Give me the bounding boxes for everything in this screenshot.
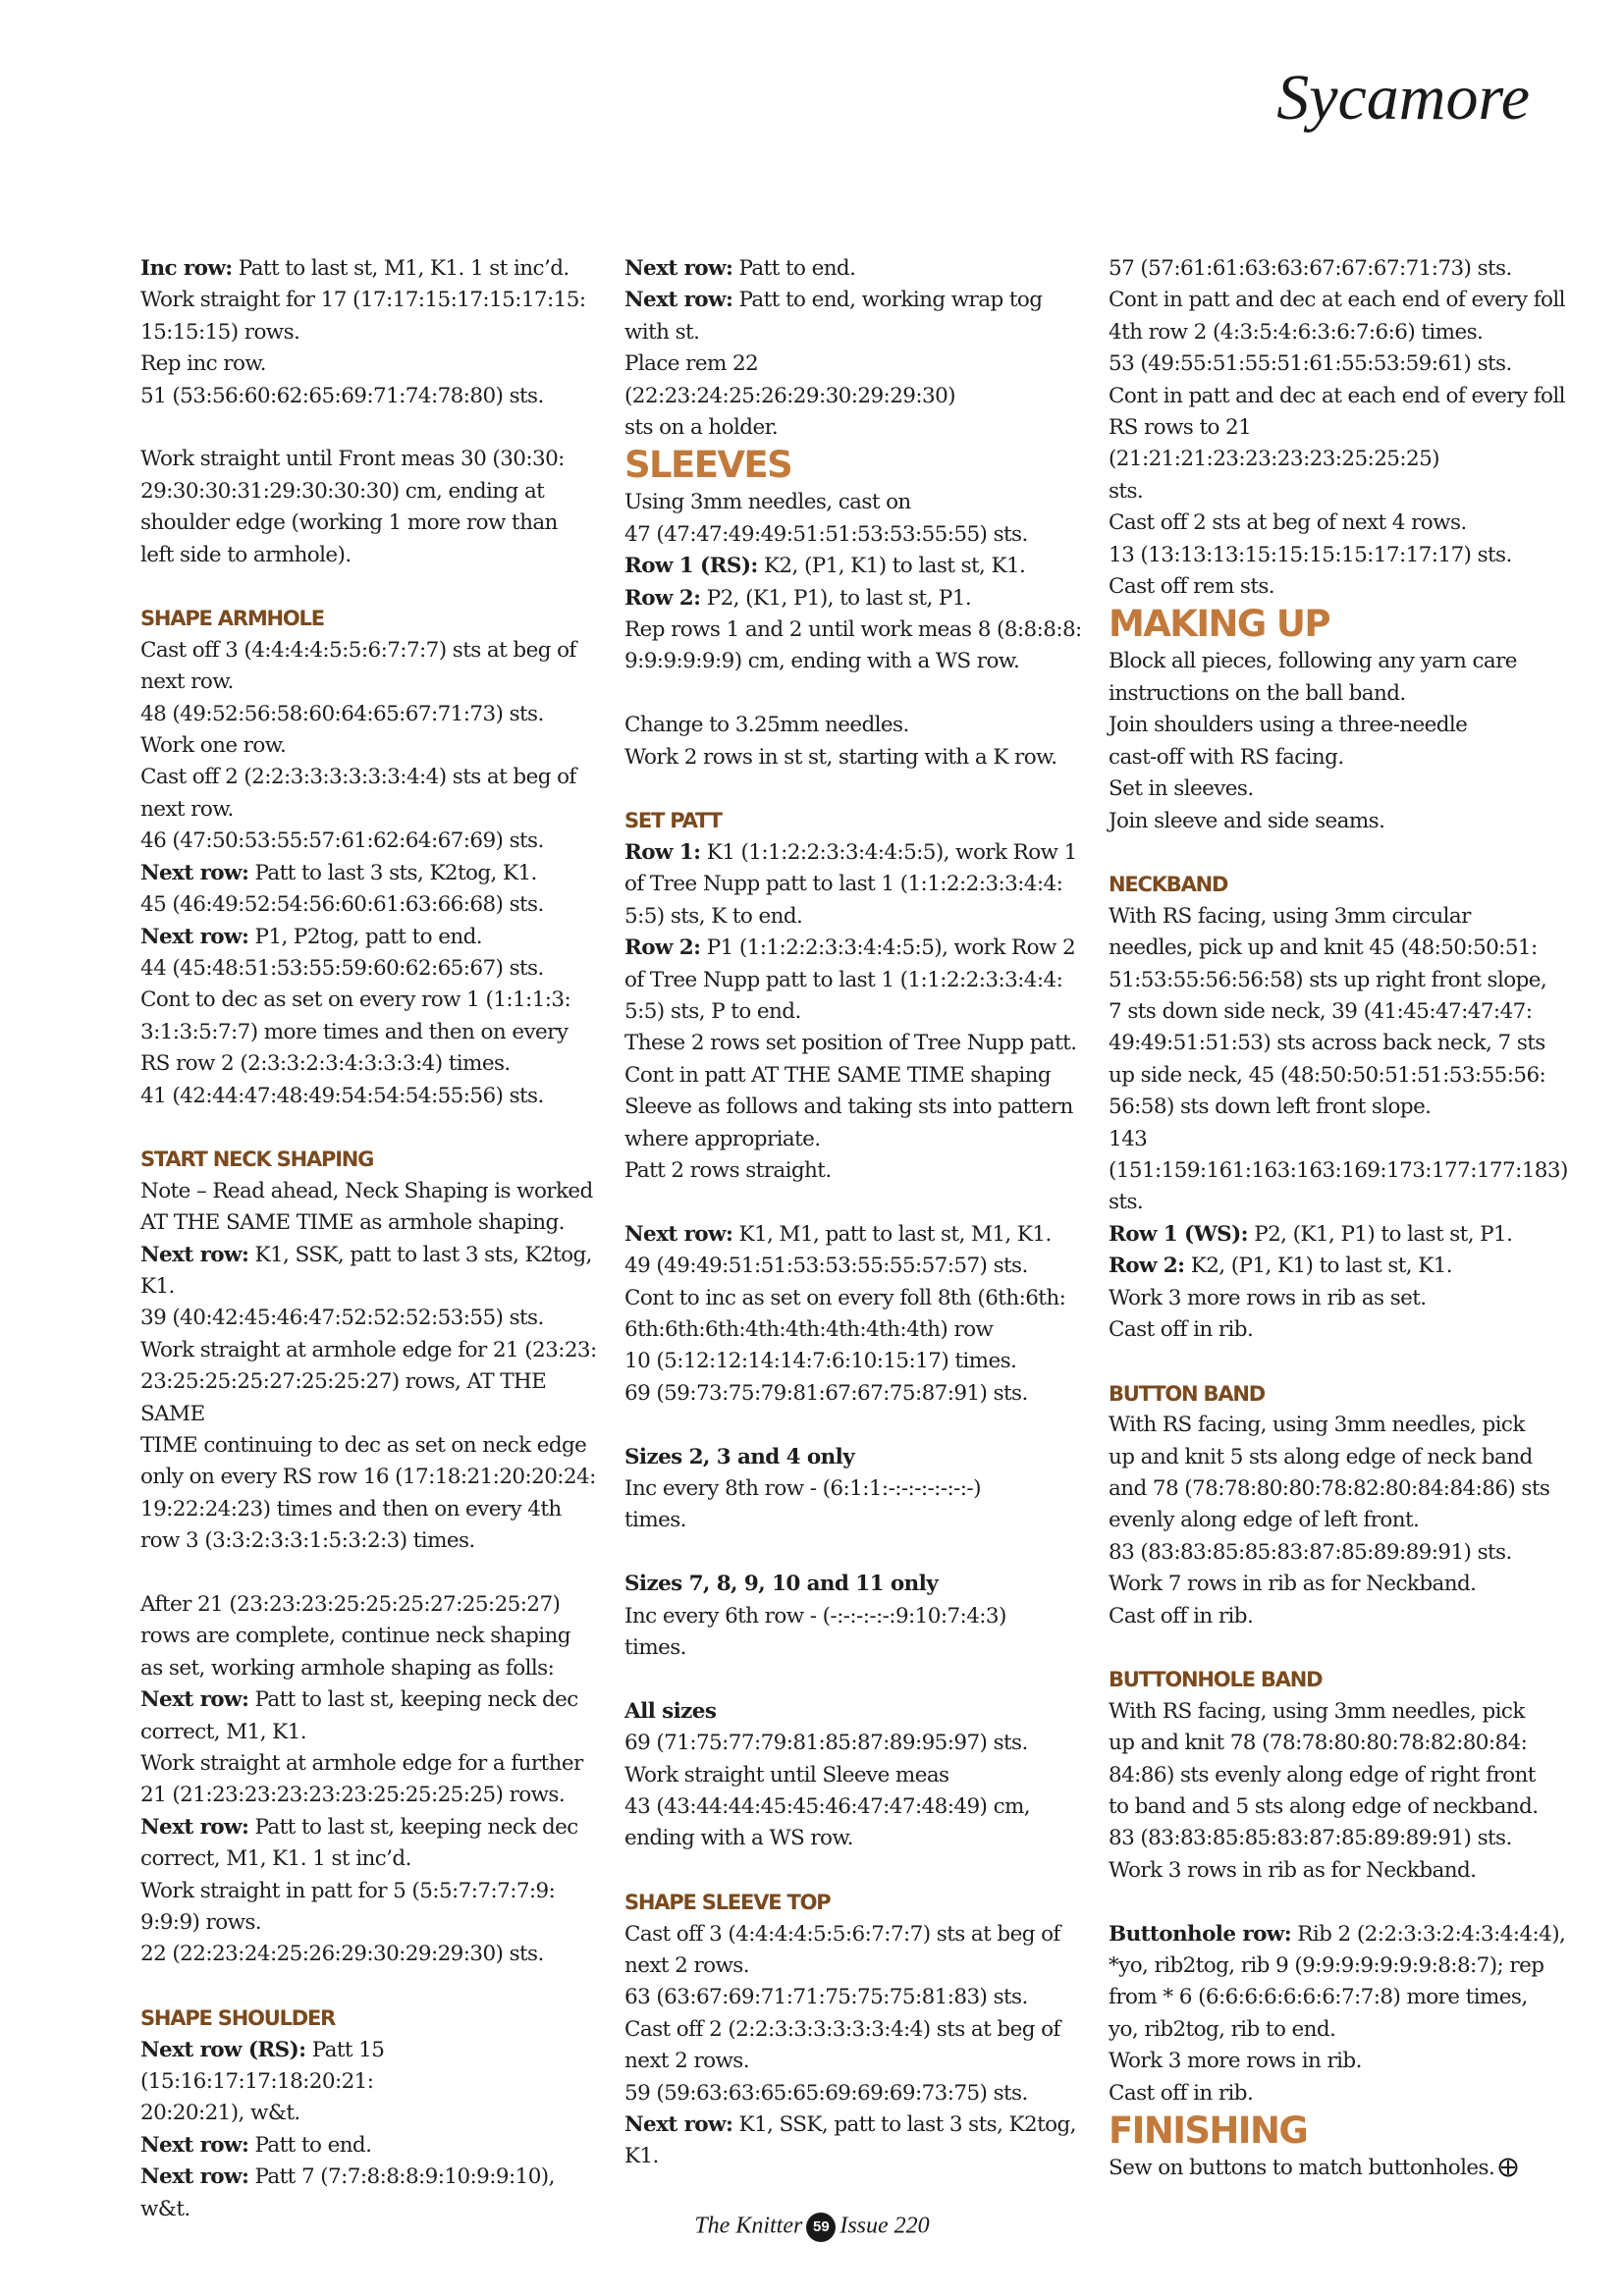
text-line	[624, 551, 1086, 582]
section-heading-button-band: BUTTON BAND	[1109, 1381, 1265, 1406]
bold-label: Next row:	[140, 2164, 249, 2190]
text-line: Cast off rem sts.	[1109, 574, 1275, 600]
text-line: 10 (5:12:12:14:14:7:6:10:15:17) times.	[624, 1349, 1017, 1374]
text-line: 51:53:55:56:56:58) sts up right front slope,	[1109, 967, 1547, 992]
text-span: K1, SSK, patt to last 3 sts, K2tog,	[732, 2112, 1076, 2138]
text-span: Patt 15 (15:16:17:17:18:20:21:	[140, 2037, 385, 2095]
text-line: 44 (45:48:51:53:55:59:60:62:65:67) sts.	[140, 955, 544, 981]
bold-label: Next row:	[140, 1814, 249, 1840]
text-line: Cont to dec as set on every row 1 (1:1:1:3:	[140, 988, 571, 1013]
text-line: Set in sleeves.	[1109, 776, 1254, 802]
text-line	[624, 1219, 1086, 1251]
text-line: 83 (83:83:85:85:83:87:85:89:89:91) sts.	[1109, 1826, 1512, 1851]
text-line	[624, 253, 1086, 285]
text-line: Cast off 2 sts at beg of next 4 rows.	[1109, 510, 1467, 536]
text-line: up and knit 78 (78:78:80:80:78:82:80:84:	[1109, 1731, 1528, 1756]
text-span: K1 (1:1:2:2:3:3:4:4:5:5), work Row 1	[700, 839, 1077, 865]
bold-label: Row 1 (WS):	[1109, 1221, 1248, 1247]
text-line	[140, 858, 602, 889]
text-line: Cast off 3 (4:4:4:4:5:5:6:7:7:7) sts at beg of	[140, 637, 576, 663]
text-line: needles, pick up and knit 45 (48:50:50:51:	[1109, 935, 1538, 961]
text-line	[140, 1684, 602, 1716]
text-line: After 21 (23:23:23:25:25:25:27:25:25:27)	[140, 1592, 561, 1617]
bold-label: Buttonhole row:	[1109, 1921, 1292, 1947]
text-line: 48 (49:52:56:58:60:64:65:67:71:73) sts.	[140, 701, 544, 726]
section-heading-shape-sleeve-top: SHAPE SLEEVE TOP	[624, 1891, 831, 1915]
text-line: RS rows to 21 (21:21:21:23:23:23:23:25:25:25)	[1109, 415, 1439, 472]
text-line	[140, 2130, 602, 2162]
text-line: w&t.	[140, 2196, 190, 2221]
text-line: With RS facing, using 3mm needles, pick	[1109, 1698, 1525, 1724]
text-line: evenly along edge of left front.	[1109, 1508, 1420, 1533]
bold-label: Sizes 2, 3 and 4 only	[624, 1444, 855, 1469]
text-line: left side to armhole).	[140, 542, 352, 567]
bold-label: Next row:	[140, 1687, 249, 1713]
text-line	[1109, 1251, 1570, 1282]
text-line	[1109, 1919, 1570, 1950]
text-line	[140, 2035, 602, 2099]
text-span: Patt to last st, keeping neck dec	[248, 1814, 578, 1840]
issue-number: Issue 220	[839, 2213, 930, 2239]
text-line	[140, 1812, 602, 1843]
text-line: Work straight until Front meas 30 (30:30:	[140, 447, 565, 472]
text-line: ending with a WS row.	[624, 1826, 853, 1851]
text-line: 39 (40:42:45:46:47:52:52:52:53:55) sts.	[140, 1306, 544, 1331]
section-heading-set-patt: SET PATT	[624, 809, 722, 833]
text-line: cast-off with RS facing.	[1109, 744, 1344, 770]
text-line: Work 2 rows in st st, starting with a K row.	[624, 744, 1057, 770]
text-line: up side neck, 45 (48:50:50:51:51:53:55:56:	[1109, 1062, 1546, 1088]
text-line: 13 (13:13:13:15:15:15:15:17:17:17) sts.	[1109, 542, 1512, 567]
text-line: Patt 2 rows straight.	[624, 1157, 832, 1183]
text-line: 22 (22:23:24:25:26:29:30:29:29:30) sts.	[140, 1942, 544, 1967]
column-3	[1109, 253, 1570, 2185]
text-line	[624, 1569, 1086, 1600]
text-line: Rep rows 1 and 2 until work meas 8 (8:8:8:8:	[624, 617, 1082, 643]
text-span: K2, (P1, K1) to last st, K1.	[757, 554, 1026, 579]
text-line: 143 (151:159:161:163:163:169:173:177:177:183)	[1109, 1126, 1568, 1183]
text-line	[624, 1442, 1086, 1473]
text-line: Work straight in patt for 5 (5:5:7:7:7:7:9:	[140, 1878, 556, 1903]
bold-label: Inc row:	[140, 256, 233, 281]
text-line: 69 (59:73:75:79:81:67:67:75:87:91) sts.	[624, 1380, 1028, 1406]
text-line: 43 (43:44:44:45:45:46:47:47:48:49) cm,	[624, 1794, 1031, 1819]
text-line: Inc every 8th row - (6:1:1:-:-:-:-:-:-:-)	[624, 1475, 981, 1501]
page-header-title: Sycamore	[1276, 62, 1530, 133]
bold-label: Next row:	[624, 288, 733, 313]
text-line: 9:9:9:9:9:9) cm, ending with a WS row.	[624, 649, 1020, 674]
page-footer	[0, 2213, 1624, 2242]
text-line: Place rem 22 (22:23:24:25:26:29:30:29:29:30)	[624, 351, 955, 408]
text-span: P1 (1:1:2:2:3:3:4:4:5:5), work Row 2	[700, 935, 1076, 961]
text-line: times.	[624, 1508, 686, 1533]
bold-label: Row 1:	[624, 839, 701, 865]
column-2	[624, 253, 1086, 2173]
text-line: next row.	[140, 669, 234, 695]
text-line: Cast off 3 (4:4:4:4:5:5:6:7:7:7) sts at beg of	[624, 1921, 1060, 1947]
text-line: 63 (63:67:69:71:71:75:75:75:81:83) sts.	[624, 1985, 1028, 2010]
end-mark-icon	[1498, 2158, 1518, 2177]
text-line: *yo, rib2tog, rib 9 (9:9:9:9:9:9:9:8:8:7); rep	[1109, 1953, 1544, 1979]
text-line: sts on a holder.	[624, 415, 779, 441]
text-line: rows are complete, continue neck shaping	[140, 1624, 570, 1649]
text-line: where appropriate.	[624, 1126, 821, 1151]
text-line	[624, 583, 1086, 614]
section-heading-sleeves: SLEEVES	[624, 444, 792, 487]
column-1	[140, 253, 602, 2225]
text-line: Cont in patt and dec at each end of every foll	[1109, 383, 1565, 408]
text-line: Work straight at armhole edge for 21 (23:23:	[140, 1337, 597, 1362]
text-span: Sew on buttons to match buttonholes.	[1109, 2156, 1495, 2181]
text-line: K1.	[140, 1273, 175, 1299]
bold-label: Row 2:	[624, 585, 701, 611]
section-heading-neckband: NECKBAND	[1109, 873, 1228, 897]
section-heading-finishing: FINISHING	[1109, 2109, 1308, 2153]
text-line: from * 6 (6:6:6:6:6:6:6:7:7:8) more times,	[1109, 1985, 1528, 2010]
text-span: Patt to last st, M1, K1. 1 st inc’d.	[232, 256, 569, 281]
text-line: to band and 5 sts along edge of neckband.	[1109, 1794, 1539, 1820]
bold-label: Next row:	[624, 256, 733, 281]
text-line: and 78 (78:78:80:80:78:82:80:84:84:86) sts	[1109, 1476, 1550, 1501]
text-line: Cont in patt AT THE SAME TIME shaping	[624, 1062, 1052, 1088]
text-line: of Tree Nupp patt to last 1 (1:1:2:2:3:3:4:4:	[624, 967, 1063, 992]
text-line	[624, 285, 1086, 316]
text-line: 69 (71:75:77:79:81:85:87:89:95:97) sts.	[624, 1731, 1028, 1756]
section-heading-start-neck-shaping: START NECK SHAPING	[140, 1148, 374, 1172]
text-line: Cast off 2 (2:2:3:3:3:3:3:3:4:4) sts at beg of	[624, 2016, 1060, 2042]
text-span: Rib 2 (2:2:3:3:2:4:3:4:4:4),	[1291, 1921, 1566, 1947]
text-line: 57 (57:61:61:63:63:67:67:67:71:73) sts.	[1109, 256, 1512, 281]
text-span: P2, (K1, P1) to last st, P1.	[1248, 1221, 1513, 1247]
bold-label: Next row:	[140, 860, 249, 885]
bold-label: Next row:	[140, 924, 249, 949]
text-span: K1, M1, patt to last st, M1, K1.	[732, 1221, 1052, 1247]
text-line: next 2 rows.	[624, 1953, 749, 1979]
text-line: 4th row 2 (4:3:5:4:6:3:6:7:6:6) times.	[1109, 319, 1484, 345]
text-line: Join sleeve and side seams.	[1109, 808, 1385, 833]
text-line: 3:1:3:5:7:7) more times and then on every	[140, 1019, 568, 1044]
bold-label: Next row:	[624, 2112, 733, 2138]
text-span: K1, SSK, patt to last 3 sts, K2tog,	[248, 1242, 592, 1267]
text-line: With RS facing, using 3mm needles, pick	[1109, 1413, 1525, 1438]
section-heading-shape-shoulder: SHAPE SHOULDER	[140, 2006, 336, 2031]
text-line: 21 (21:23:23:23:23:23:25:25:25:25) rows.	[140, 1783, 566, 1808]
text-line: only on every RS row 16 (17:18:21:20:20:24:	[140, 1465, 596, 1490]
bold-label: Next row:	[140, 2132, 249, 2158]
text-line: 7 sts down side neck, 39 (41:45:47:47:47:	[1109, 998, 1533, 1024]
text-line: These 2 rows set position of Tree Nupp patt.	[624, 1031, 1077, 1056]
text-line: 5:5) sts, P to end.	[624, 998, 801, 1024]
section-heading-buttonhole-band: BUTTONHOLE BAND	[1109, 1668, 1323, 1692]
text-line: AT THE SAME TIME as armhole shaping.	[140, 1210, 565, 1236]
text-line: Join shoulders using a three-needle	[1109, 713, 1468, 738]
text-line: 41 (42:44:47:48:49:54:54:54:55:56) sts.	[140, 1083, 544, 1108]
text-span: Patt to last st, keeping neck dec	[248, 1687, 578, 1713]
text-line: instructions on the ball band.	[1109, 680, 1406, 706]
text-line: as set, working armhole shaping as folls:	[140, 1655, 555, 1681]
text-line: 53 (49:55:51:55:51:61:55:53:59:61) sts.	[1109, 351, 1512, 377]
text-line: next row.	[140, 796, 234, 822]
bold-label: Sizes 7, 8, 9, 10 and 11 only	[624, 1572, 939, 1597]
text-line: RS row 2 (2:3:3:2:3:4:3:3:3:4) times.	[140, 1051, 511, 1077]
text-line: correct, M1, K1.	[140, 1719, 306, 1744]
text-line	[140, 2162, 602, 2193]
text-span: Patt to last 3 sts, K2tog, K1.	[248, 860, 537, 885]
text-span: P2, (K1, P1), to last st, P1.	[700, 585, 972, 611]
text-line: Work straight until Sleeve meas	[624, 1762, 949, 1788]
text-line	[140, 922, 602, 953]
text-line: Work 3 rows in rib as for Neckband.	[1109, 1857, 1477, 1883]
text-line: 29:30:30:31:29:30:30:30) cm, ending at	[140, 478, 545, 504]
text-span: Patt to end.	[248, 2132, 372, 2158]
text-line	[624, 837, 1086, 869]
text-line: row 3 (3:3:2:3:3:1:5:3:2:3) times.	[140, 1528, 475, 1554]
text-span: Patt to end.	[732, 256, 856, 281]
text-line: 9:9:9) rows.	[140, 1910, 262, 1936]
bold-label: Next row (RS):	[140, 2037, 306, 2062]
text-line: 19:22:24:23) times and then on every 4th	[140, 1496, 562, 1522]
text-line: Change to 3.25mm needles.	[624, 713, 909, 738]
text-line: 83 (83:83:85:85:83:87:85:89:89:91) sts.	[1109, 1539, 1512, 1565]
magazine-name: The Knitter	[694, 2213, 803, 2239]
page-number-badge: 59	[806, 2213, 836, 2242]
text-line: 51 (53:56:60:62:65:69:71:74:78:80) sts.	[140, 383, 544, 408]
text-line: sts.	[1109, 1190, 1144, 1215]
text-line: Work straight for 17 (17:17:15:17:15:17:15:	[140, 288, 586, 313]
text-line: 84:86) sts evenly along edge of right front	[1109, 1762, 1536, 1788]
text-line: Work 3 more rows in rib.	[1109, 2049, 1362, 2074]
text-line: Work 7 rows in rib as for Neckband.	[1109, 1572, 1477, 1597]
text-line: yo, rib2tog, rib to end.	[1109, 2016, 1336, 2042]
text-line: of Tree Nupp patt to last 1 (1:1:2:2:3:3:4:4:	[624, 872, 1063, 897]
text-line: Cast off in rib.	[1109, 2080, 1254, 2106]
text-line: next 2 rows.	[624, 2049, 749, 2074]
text-line	[140, 1240, 602, 1271]
text-line: with st.	[624, 319, 700, 345]
text-line: 45 (46:49:52:54:56:60:61:63:66:68) sts.	[140, 892, 544, 918]
text-line	[624, 2109, 1086, 2141]
bold-label: Row 2:	[624, 935, 701, 961]
text-span: Patt to end, working wrap tog	[732, 288, 1043, 313]
text-line: Cast off 2 (2:2:3:3:3:3:3:3:4:4) sts at beg of	[140, 765, 576, 790]
text-line: Using 3mm needles, cast on	[624, 490, 911, 515]
text-line: 5:5) sts, K to end.	[624, 903, 803, 929]
text-span: K2, (P1, K1) to last st, K1.	[1184, 1254, 1453, 1279]
text-span: Patt 7 (7:7:8:8:8:9:10:9:9:10),	[248, 2164, 555, 2190]
text-line	[624, 1696, 1086, 1728]
text-line: sts.	[1109, 478, 1144, 504]
text-line: shoulder edge (working 1 more row than	[140, 510, 558, 536]
bold-label: Next row:	[624, 1221, 733, 1247]
text-line: 20:20:21), w&t.	[140, 2101, 300, 2126]
bold-label: All sizes	[624, 1698, 717, 1724]
text-line: Cont in patt and dec at each end of every foll	[1109, 288, 1565, 313]
text-line: K1.	[624, 2144, 659, 2169]
text-line: TIME continuing to dec as set on neck edge	[140, 1432, 587, 1458]
text-line	[1109, 2153, 1570, 2184]
text-line: 46 (47:50:53:55:57:61:62:64:67:69) sts.	[140, 828, 544, 854]
text-line: 49 (49:49:51:51:53:53:55:55:57:57) sts.	[624, 1254, 1028, 1279]
text-line: correct, M1, K1. 1 st inc’d.	[140, 1846, 411, 1872]
text-line: Block all pieces, following any yarn care	[1109, 649, 1517, 674]
text-line: With RS facing, using 3mm circular	[1109, 903, 1471, 929]
text-line: Inc every 6th row - (-:-:-:-:-:9:10:7:4:3)	[624, 1603, 1006, 1629]
bold-label: Next row:	[140, 1242, 249, 1267]
section-heading-shape-armhole: SHAPE ARMHOLE	[140, 607, 324, 631]
bold-label: Row 1 (RS):	[624, 554, 758, 579]
section-heading-making-up: MAKING UP	[1109, 603, 1329, 646]
text-line	[140, 253, 602, 285]
text-line: 49:49:51:51:53) sts across back neck, 7 sts	[1109, 1031, 1545, 1056]
text-line: 59 (59:63:63:65:65:69:69:69:73:75) sts.	[624, 2080, 1028, 2106]
text-line: 56:58) sts down left front slope.	[1109, 1095, 1432, 1120]
text-line: 23:25:25:25:27:25:25:27) rows, AT THE SAME	[140, 1369, 547, 1426]
text-line: times.	[624, 1634, 686, 1660]
text-line: Cast off in rib.	[1109, 1603, 1254, 1629]
text-line: Work straight at armhole edge for a further	[140, 1751, 583, 1777]
text-line: 6th:6th:6th:4th:4th:4th:4th:4th) row	[624, 1316, 994, 1342]
text-line	[624, 933, 1086, 964]
text-line: Work 3 more rows in rib as set.	[1109, 1285, 1427, 1310]
bold-label: Row 2:	[1109, 1254, 1185, 1279]
text-line: Cast off in rib.	[1109, 1316, 1254, 1342]
text-line: Note – Read ahead, Neck Shaping is worked	[140, 1178, 593, 1203]
text-line: Sleeve as follows and taking sts into pattern	[624, 1095, 1073, 1120]
text-line: up and knit 5 sts along edge of neck band	[1109, 1444, 1533, 1469]
text-line: Work one row.	[140, 733, 287, 759]
text-line: 15:15:15) rows.	[140, 319, 300, 345]
text-line	[1109, 1219, 1570, 1251]
text-line: Cont to inc as set on every foll 8th (6th:6th:	[624, 1285, 1066, 1310]
text-line: 47 (47:47:49:49:51:51:53:53:55:55) sts.	[624, 521, 1028, 547]
text-line: Rep inc row.	[140, 351, 266, 377]
text-span: P1, P2tog, patt to end.	[248, 924, 482, 949]
